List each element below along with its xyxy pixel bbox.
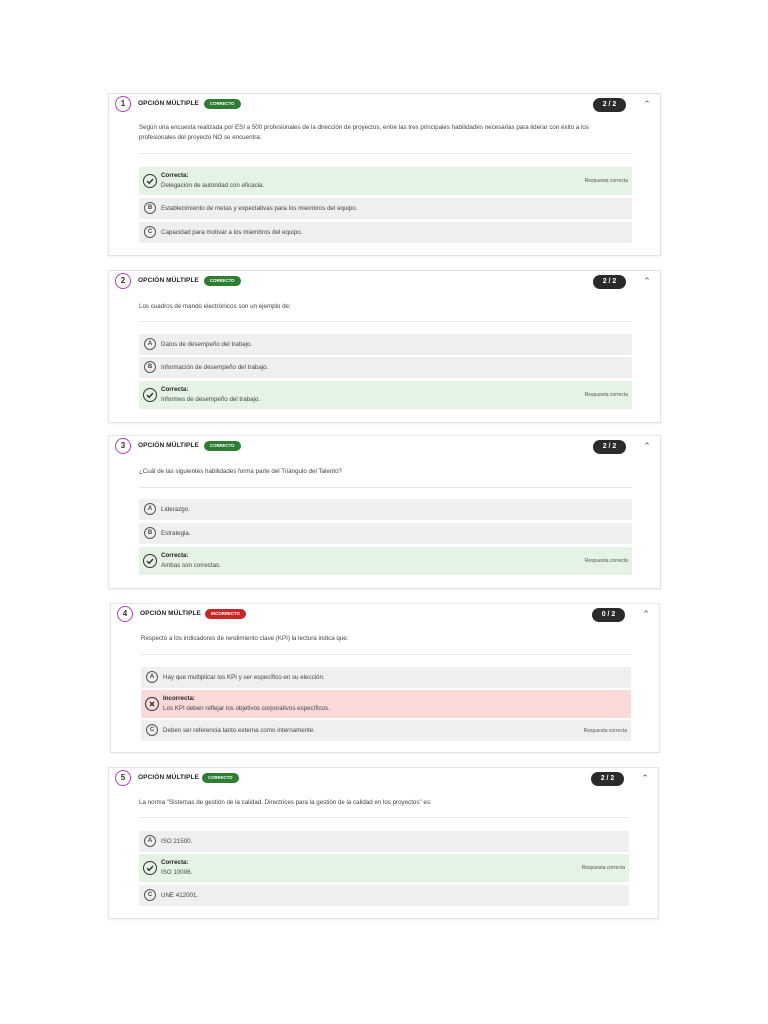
option-b[interactable] bbox=[139, 357, 632, 378]
option-letter: A bbox=[146, 671, 158, 683]
option-label: Capacidad para motivar a los miembros del equipo. bbox=[161, 229, 303, 236]
status-badge: CORRECTO bbox=[204, 276, 241, 286]
correct-answer-note: Respuesta correcta bbox=[584, 178, 628, 184]
correct-answer-note: Respuesta correcta bbox=[584, 392, 628, 398]
option-letter: B bbox=[144, 527, 156, 539]
card-header bbox=[109, 768, 658, 792]
option-c[interactable] bbox=[139, 885, 629, 906]
option-correct[interactable] bbox=[139, 167, 632, 195]
option-letter: A bbox=[144, 503, 156, 515]
option-label: Liderazgo. bbox=[161, 506, 190, 513]
status-badge: INCORRECTO bbox=[205, 609, 246, 619]
question-card-1 bbox=[108, 93, 661, 256]
question-number: 5 bbox=[115, 770, 131, 786]
score-pill: 2 / 2 bbox=[593, 98, 626, 112]
divider bbox=[139, 153, 632, 154]
option-c[interactable] bbox=[139, 222, 632, 243]
question-type: OPCIÓN MÚLTIPLE bbox=[140, 610, 201, 617]
divider bbox=[139, 321, 632, 322]
chevron-up-icon[interactable]: ⌃ bbox=[642, 609, 650, 619]
option-correct[interactable] bbox=[139, 854, 629, 882]
chevron-up-icon[interactable]: ⌃ bbox=[641, 773, 649, 783]
option-result-label: Correcta: bbox=[161, 552, 189, 559]
card-header bbox=[109, 271, 660, 295]
question-card-4 bbox=[110, 603, 660, 753]
option-label: Estrategia. bbox=[161, 530, 191, 537]
option-letter: C bbox=[144, 889, 156, 901]
option-letter: C bbox=[146, 724, 158, 736]
option-result-label: Correcta: bbox=[161, 172, 189, 179]
option-correct[interactable] bbox=[139, 381, 632, 409]
option-result-label: Correcta: bbox=[161, 386, 189, 393]
question-card-2 bbox=[108, 270, 661, 423]
option-label: Datos de desempeño del trabajo. bbox=[161, 341, 253, 348]
option-correct[interactable] bbox=[139, 547, 632, 575]
option-label: ISO 21500. bbox=[161, 838, 193, 845]
option-label: Establecimiento de metas y expectativas para los miembros del equipo. bbox=[161, 205, 358, 212]
card-header bbox=[109, 94, 660, 118]
option-label: Informes de desempeño del trabajo. bbox=[161, 396, 261, 403]
option-a[interactable] bbox=[141, 667, 631, 688]
score-pill: 2 / 2 bbox=[593, 275, 626, 289]
correct-answer-note: Respuesta correcta bbox=[584, 558, 628, 564]
check-circle-icon bbox=[143, 174, 157, 188]
score-pill: 2 / 2 bbox=[593, 440, 626, 454]
card-header bbox=[111, 604, 659, 628]
option-b[interactable] bbox=[139, 198, 632, 219]
option-letter: C bbox=[144, 226, 156, 238]
question-card-3 bbox=[108, 435, 661, 589]
question-type: OPCIÓN MÚLTIPLE bbox=[138, 100, 199, 107]
question-card-5 bbox=[108, 767, 659, 919]
option-label: Ambas son correctas. bbox=[161, 562, 221, 569]
divider bbox=[139, 487, 632, 488]
option-label: Los KPI deben reflejar los objetivos corporativos específicos. bbox=[163, 705, 330, 712]
option-letter: B bbox=[144, 361, 156, 373]
option-b[interactable] bbox=[139, 523, 632, 544]
score-pill: 0 / 2 bbox=[592, 608, 625, 622]
question-text: ¿Cuál de las siguientes habilidades forma parte del Triángulo del Talento? bbox=[139, 468, 342, 475]
question-number: 3 bbox=[115, 438, 131, 454]
question-number: 1 bbox=[115, 96, 131, 112]
question-type: OPCIÓN MÚLTIPLE bbox=[138, 277, 199, 284]
correct-answer-note: Respuesta correcta bbox=[583, 728, 627, 734]
check-circle-icon bbox=[143, 861, 157, 875]
option-c[interactable] bbox=[141, 720, 631, 741]
divider bbox=[139, 817, 629, 818]
option-result-label: Correcta: bbox=[161, 859, 189, 866]
option-letter: B bbox=[144, 202, 156, 214]
option-incorrect[interactable] bbox=[141, 690, 631, 718]
divider bbox=[141, 654, 631, 655]
option-label: UNE 412001. bbox=[161, 892, 199, 899]
chevron-up-icon[interactable]: ⌃ bbox=[643, 276, 651, 286]
question-text: La norma "Sistemas de gestión de la calidad. Directrices para la gestión de la calidad en los proyectos" es: bbox=[139, 799, 432, 806]
correct-answer-note: Respuesta correcta bbox=[581, 865, 625, 871]
question-number: 2 bbox=[115, 273, 131, 289]
option-label: Información de desempeño del trabajo. bbox=[161, 364, 269, 371]
option-label: Delegación de autoridad con eficacia. bbox=[161, 182, 265, 189]
option-a[interactable] bbox=[139, 831, 629, 852]
chevron-up-icon[interactable]: ⌃ bbox=[643, 441, 651, 451]
status-badge: CORRECTO bbox=[204, 99, 241, 109]
question-text: Los cuadros de mando electrónicos son un ejemplo de: bbox=[139, 303, 291, 310]
check-circle-icon bbox=[143, 388, 157, 402]
card-header bbox=[109, 436, 660, 460]
question-type: OPCIÓN MÚLTIPLE bbox=[138, 442, 199, 449]
option-letter: A bbox=[144, 835, 156, 847]
question-type: OPCIÓN MÚLTIPLE bbox=[138, 774, 199, 781]
status-badge: CORRECTO bbox=[204, 441, 241, 451]
option-label: Hay que multiplicar los KPI y ser específico en su elección. bbox=[163, 674, 325, 681]
question-number: 4 bbox=[117, 606, 133, 622]
option-label: ISO 10006. bbox=[161, 869, 193, 876]
option-letter: A bbox=[144, 338, 156, 350]
check-circle-icon bbox=[143, 554, 157, 568]
chevron-up-icon[interactable]: ⌃ bbox=[643, 99, 651, 109]
question-text: Según una encuesta realizada por ESI a 500 profesionales de la dirección de proyectos, entre las tres principales habilidades necesarias para liderar con éxito a los profesionales del proyecto NO se encuentra: bbox=[139, 124, 589, 141]
score-pill: 2 / 2 bbox=[591, 772, 624, 786]
option-a[interactable] bbox=[139, 334, 632, 355]
question-text: Respecto a los indicadores de rendimiento clave (KPI) la lectura indica que: bbox=[141, 635, 349, 642]
option-a[interactable] bbox=[139, 499, 632, 520]
status-badge: CORRECTO bbox=[202, 773, 239, 783]
option-result-label: Incorrecta: bbox=[163, 695, 195, 702]
x-circle-icon bbox=[145, 697, 159, 711]
option-label: Deben ser referencia tanto externa como internamente. bbox=[163, 727, 316, 734]
